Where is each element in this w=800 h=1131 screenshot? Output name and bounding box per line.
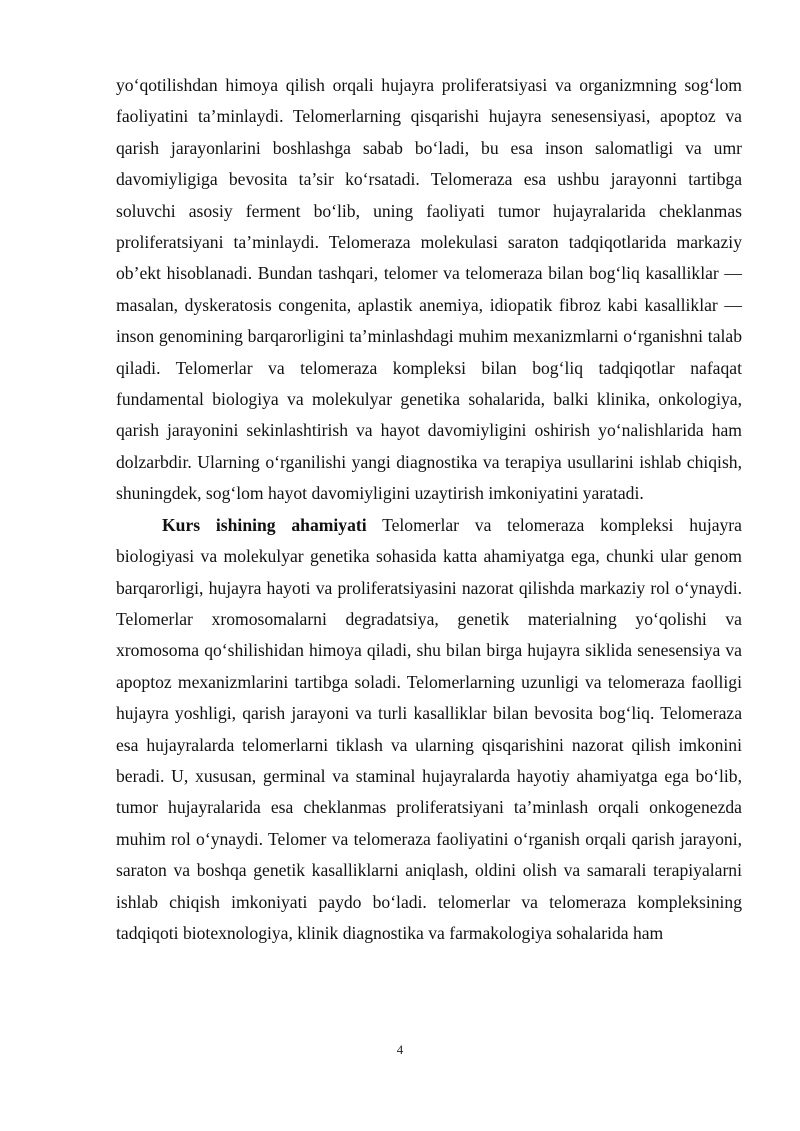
paragraph-continuation: yo‘qotilishdan himoya qilish orqali hujayra proliferatsiyasi va organizmning sog‘lom faoliyatini ta’minlaydi. Telomerlarning qisqarishi hujayra senesensiyasi, apoptoz va qarish jarayonlarini boshlashga sabab bo‘ladi, bu esa inson salomatligi va umr davomiyligiga bevosita ta’sir ko‘rsatadi. Telomeraza esa ushbu jarayonni tartibga soluvchi asosiy ferment bo‘lib, uning faoliyati tumor hujayralarida cheklanmas proliferatsiyani ta’minlaydi. Telomeraza molekulasi saraton tadqiqotlarida markaziy ob’ekt hisoblanadi. Bundan tashqari, telomer va telomeraza bilan bog‘liq kasalliklar — masalan, dyskeratosis congenita, aplastik anemiya, idiopatik fibroz kabi kasalliklar — inson genomining barqarorligini ta’minlashdagi muhim mexanizmlarni o‘rganishni talab qiladi. Telomerlar va telomeraza kompleksi bilan bog‘liq tadqiqotlar nafaqat fundamental biologiya va molekulyar genetika sohalarida, balki klinika, onkologiya, qarish jarayonini sekinlashtirish va hayot davomiyligini oshirish yo‘nalishlarida ham dolzarbdir. Ularning o‘rganilishi yangi diagnostika va terapiya usullarini ishlab chiqish, shuningdek, sog‘lom hayot davomiyligini uzaytirish imkoniyatini yaratadi.: [116, 75, 742, 504]
body-text: [116, 70, 742, 949]
significance-heading: Kurs ishining ahamiyati: [162, 514, 367, 535]
paragraph-significance: [116, 510, 742, 950]
page-number: 4: [396, 1042, 404, 1057]
significance-body: Telomerlar va telomeraza kompleksi hujayra biologiyasi va molekulyar genetika sohasida katta ahamiyatga ega, chunki ular genom barqarorligi, hujayra hayoti va proliferatsiyasini nazorat qilishda markaziy rol o‘ynaydi. Telomerlar xromosomalarni degradatsiya, genetik materialning yo‘qolishi va xromosoma qo‘shilishidan himoya qiladi, shu bilan birga hujayra siklida senesensiya va apoptoz mexanizmlarini tartibga soladi. Telomerlarning uzunligi va telomeraza faolligi hujayra yoshligi, qarish jarayoni va turli kasalliklar bilan bevosita bog‘liq. Telomeraza esa hujayralarda telomerlarni tiklash va ularning qisqarishini nazorat qilish imkonini beradi. U, xususan, germinal va staminal hujayralarda hayotiy ahamiyatga ega bo‘lib, tumor hujayralarida esa cheklanmas proliferatsiyani ta’minlash orqali onkogenezda muhim rol o‘ynaydi. Telomer va telomeraza faoliyatini o‘rganish orqali qarish jarayoni, saraton va boshqa genetik kasalliklarni aniqlash, oldini olish va samarali terapiyalarni ishlab chiqish imkoniyati paydo bo‘ladi. telomerlar va telomeraza kompleksining tadqiqoti biotexnologiya, klinik diagnostika va farmakologiya sohalarida ham: [116, 514, 742, 943]
